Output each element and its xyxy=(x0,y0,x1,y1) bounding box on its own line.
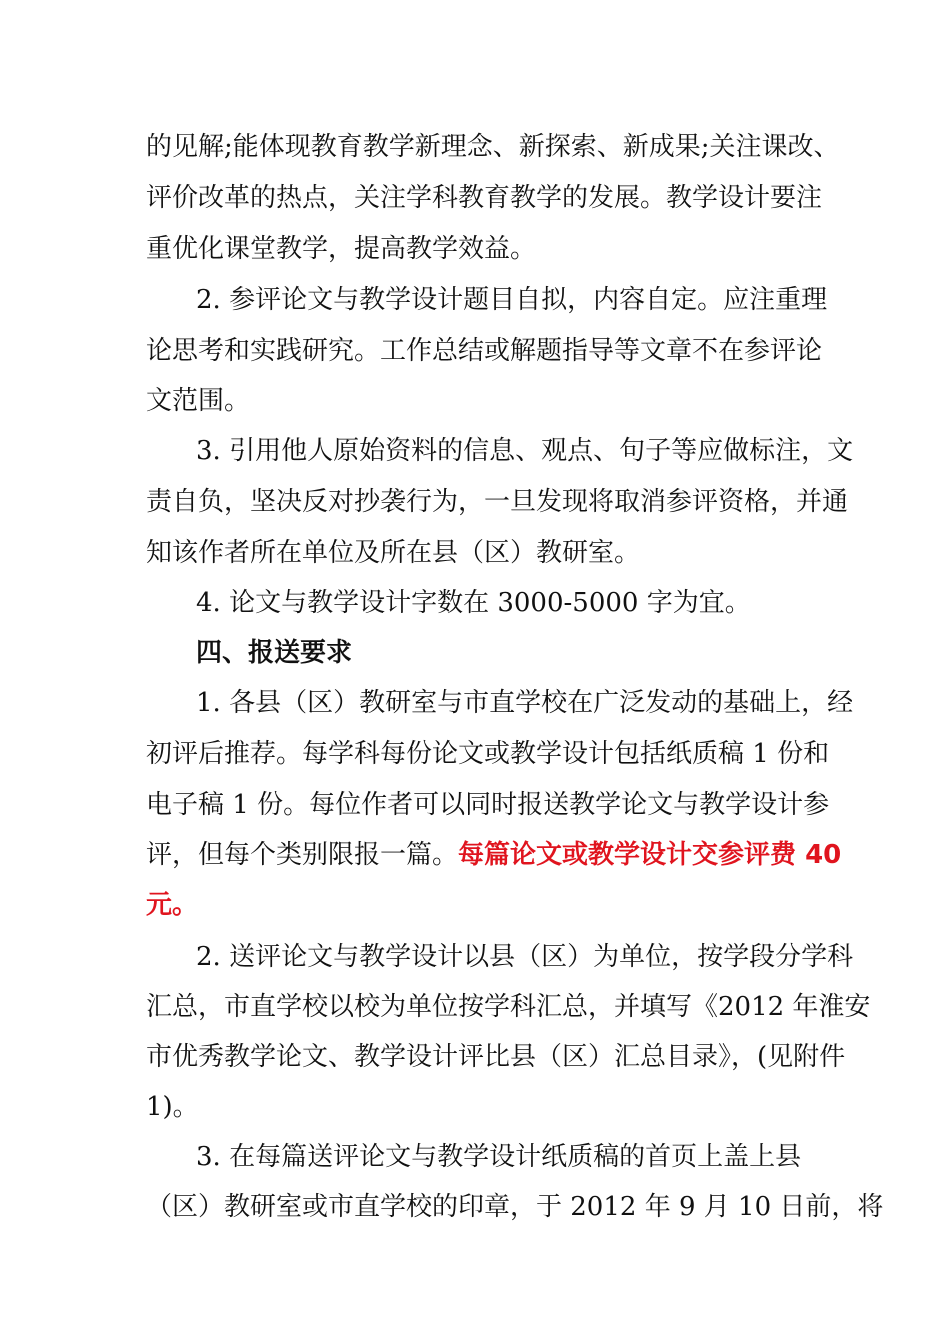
paragraph-line: 汇总，市直学校以校为单位按学科汇总，并填写《2012 年淮安 xyxy=(146,992,871,1022)
paragraph-line: 1)。 xyxy=(146,1092,199,1122)
paragraph-line: 知该作者所在单位及所在县（区）教研室。 xyxy=(146,538,641,568)
paragraph-line: 2. 参评论文与教学设计题目自拟，内容自定。应注重理 xyxy=(196,285,828,315)
paragraph-line: 3. 引用他人原始资料的信息、观点、句子等应做标注，文 xyxy=(196,436,854,466)
paragraph-line: 的见解;能体现教育教学新理念、新探索、新成果;关注课改、 xyxy=(146,132,840,162)
section-heading: 四、报送要求 xyxy=(196,638,353,668)
paragraph-line: （区）教研室或市直学校的印章，于 2012 年 9 月 10 日前，将 xyxy=(146,1192,884,1222)
paragraph-line: 评价改革的热点，关注学科教育教学的发展。教学设计要注 xyxy=(146,183,823,213)
paragraph-line: 1. 各县（区）教研室与市直学校在广泛发动的基础上，经 xyxy=(196,688,854,718)
paragraph-line: 重优化课堂教学，提高教学效益。 xyxy=(146,234,537,264)
paragraph-text: 评，但每个类别限报一篇。 xyxy=(146,840,459,870)
paragraph-line: 电子稿 1 份。每位作者可以同时报送教学论文与教学设计参 xyxy=(146,790,830,820)
paragraph-line: 责自负，坚决反对抄袭行为，一旦发现将取消参评资格，并通 xyxy=(146,487,849,517)
paragraph-line: 市优秀教学论文、教学设计评比县（区）汇总目录》，(见附件 xyxy=(146,1042,846,1072)
paragraph-line: 3. 在每篇送评论文与教学设计纸质稿的首页上盖上县 xyxy=(196,1142,802,1172)
paragraph-line: 2. 送评论文与教学设计以县（区）为单位，按学段分学科 xyxy=(196,942,854,972)
paragraph-line: 初评后推荐。每学科每份论文或教学设计包括纸质稿 1 份和 xyxy=(146,739,830,769)
fee-highlight: 每篇论文或教学设计交参评费 40 xyxy=(458,840,842,870)
paragraph-line: 4. 论文与教学设计字数在 3000-5000 字为宜。 xyxy=(196,588,751,618)
paragraph-line xyxy=(146,888,806,922)
paragraph-line: 论思考和实践研究。工作总结或解题指导等文章不在参评论 xyxy=(146,336,823,366)
paragraph-line: 文范围。 xyxy=(146,386,251,416)
fee-highlight: 元。 xyxy=(146,890,199,920)
paragraph-line xyxy=(146,838,842,872)
